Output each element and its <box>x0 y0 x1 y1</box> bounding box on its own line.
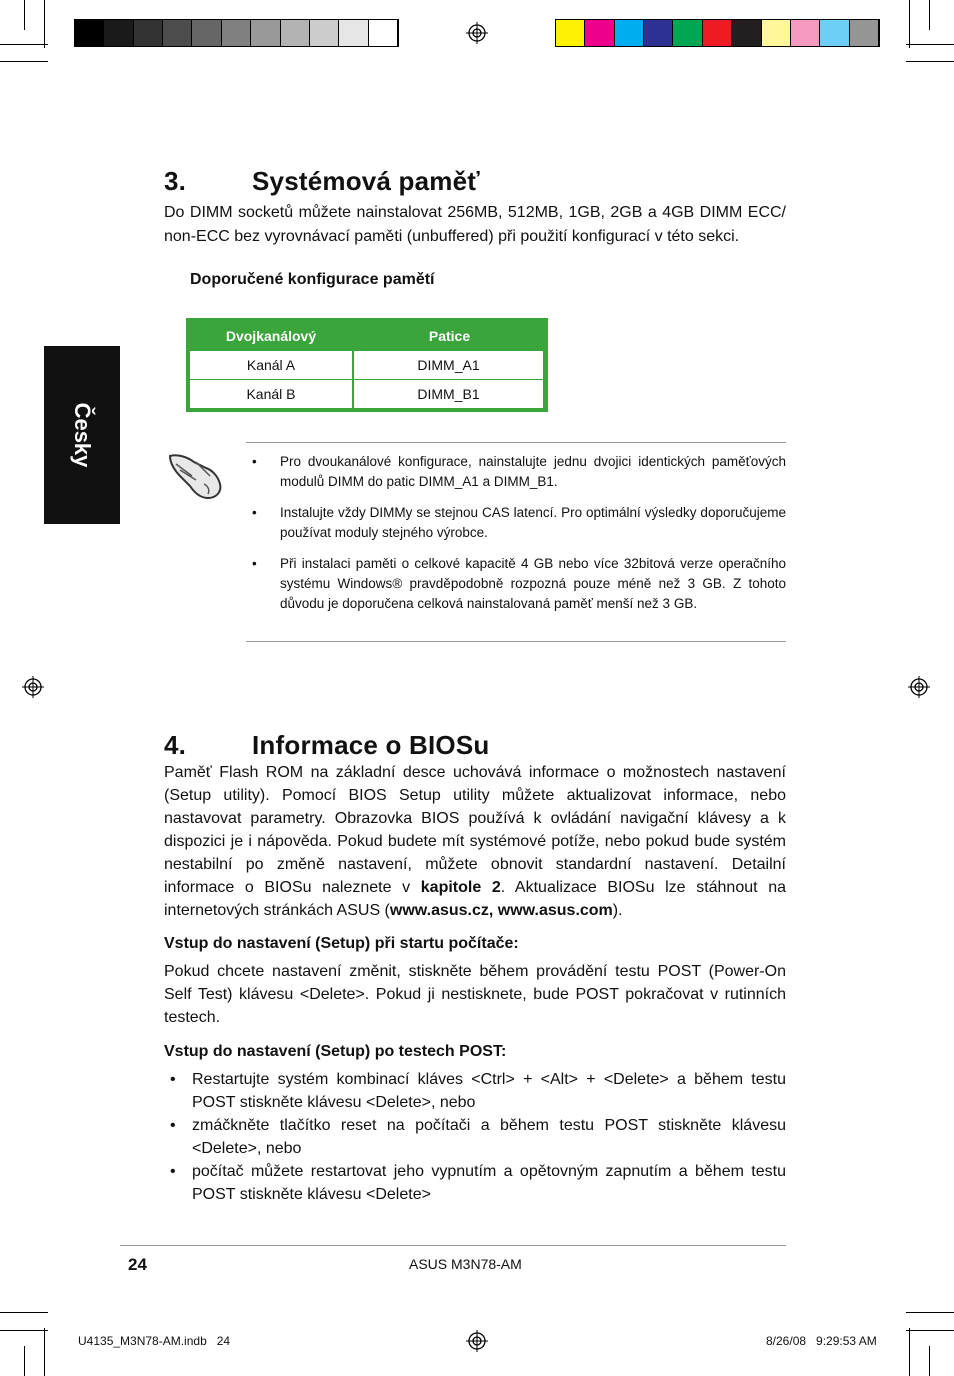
table-caption: Doporučené konfigurace pamětí <box>190 271 435 288</box>
section-number: 4. <box>164 730 187 760</box>
bullet: • <box>252 556 257 571</box>
color-swatch <box>585 20 614 46</box>
color-swatch <box>762 20 791 46</box>
note-item <box>246 452 786 492</box>
color-swatch <box>644 20 673 46</box>
gray-swatch <box>163 20 192 46</box>
page-number: 24 <box>128 1255 147 1274</box>
note-text: Instalujte vždy DIMMy se stejnou CAS latencí. Pro optimální výsledky doporučujeme používat moduly stejného výrobce. <box>280 505 786 540</box>
section-number: 3. <box>164 166 187 196</box>
list-item-text: počítač můžete restartovat jeho vypnutím a opětovným zapnutím a během testu POST stiskněte klávesu <Delete> <box>192 1163 786 1203</box>
table-header-slot: Patice <box>428 327 471 344</box>
asus-website-link[interactable]: www.asus.cz, www.asus.com <box>389 902 613 919</box>
memory-config-table <box>186 318 548 412</box>
registration-mark-icon <box>466 22 488 44</box>
registration-mark-icon <box>22 676 44 698</box>
subsection-heading: Vstup do nastavení (Setup) při startu počítače: <box>164 935 519 952</box>
section-4-heading <box>164 730 489 761</box>
note-text: ® pravděpodobně rozpozná pouze méně než 3 GB. Z tohoto důvodu je doporučena celková nainstalovaná paměť menší než 3 GB. <box>280 576 787 611</box>
color-swatch <box>820 20 849 46</box>
print-slug-file: U4135_M3N78-AM.indb 24 <box>78 1334 231 1348</box>
gray-swatch <box>222 20 251 46</box>
process-color-bar <box>555 19 880 47</box>
list-item <box>164 1114 786 1160</box>
gray-swatch <box>104 20 133 46</box>
color-swatch <box>615 20 644 46</box>
gray-swatch <box>369 20 398 46</box>
color-swatch <box>732 20 761 46</box>
note-box <box>246 442 786 642</box>
note-item <box>246 554 786 614</box>
language-label: Česky <box>70 402 95 468</box>
paragraph-text: . Aktualizace BIOSu lze stáhnout na internetových stránkách ASUS ( <box>164 879 786 919</box>
color-swatch <box>791 20 820 46</box>
bullet: • <box>170 1071 176 1088</box>
language-side-tab <box>44 346 120 524</box>
list-item <box>164 1068 786 1114</box>
table-cell: Kanál A <box>190 351 352 379</box>
list-item-text: zmáčkněte tlačítko reset na počítači a během testu POST stiskněte klávesu <Delete>, nebo <box>192 1117 786 1157</box>
paragraph-text: ). <box>612 902 623 919</box>
bullet: • <box>170 1163 176 1180</box>
color-swatch <box>556 20 585 46</box>
registration-mark-icon <box>908 676 930 698</box>
gray-swatch <box>134 20 163 46</box>
table-cell: DIMM_B1 <box>354 380 543 408</box>
list-item-text: Restartujte systém kombinací kláves <Ctrl> + <Alt> + <Delete> a během testu POST stiskněte klávesu <Delete>, nebo <box>192 1071 786 1111</box>
bullet: • <box>252 454 257 469</box>
print-slug-date: 8/26/08 9:29:53 AM <box>766 1334 877 1348</box>
gray-swatch <box>251 20 280 46</box>
color-swatch <box>850 20 879 46</box>
footer-rule <box>120 1245 786 1246</box>
color-swatch <box>703 20 732 46</box>
section-4-paragraph <box>164 761 786 922</box>
list-item <box>164 1160 786 1206</box>
subsection-heading: Vstup do nastavení (Setup) po testech POST: <box>164 1043 507 1060</box>
section-3-intro: Do DIMM socketů můžete nainstalovat 256MB, 512MB, 1GB, 2GB a 4GB DIMM ECC/ non-ECC bez vyrovnávací paměti (unbuffered) při použití konfigurací v této sekci. <box>164 204 786 245</box>
bullet: • <box>252 505 257 520</box>
product-name: ASUS M3N78-AM <box>409 1256 522 1272</box>
note-item <box>246 503 786 543</box>
gray-swatch <box>192 20 221 46</box>
grayscale-color-bar <box>74 19 399 47</box>
table-cell: DIMM_A1 <box>354 351 543 379</box>
section-title: Informace o BIOSu <box>252 730 490 760</box>
note-text: Při instalaci paměti o celkové kapacitě 4 GB nebo více 32bitová verze operačního systému Windows <box>280 556 786 591</box>
gray-swatch <box>310 20 339 46</box>
section-3-heading <box>164 166 480 197</box>
color-swatch <box>673 20 702 46</box>
gray-swatch <box>339 20 368 46</box>
chapter-link[interactable]: kapitole 2 <box>420 879 501 896</box>
gray-swatch <box>75 20 104 46</box>
hand-note-icon <box>166 446 226 502</box>
paragraph-text: Paměť Flash ROM na základní desce uchovává informace o možnostech nastavení (Setup utility). Pomocí BIOS Setup utility můžete aktualizovat informace, nebo nastavovat parametry. Obrazovka BIOS používá k ovládání navigační klávesy a k dispozici je i nápověda. Pokud budete mít systémové potíže, nebo pokud bude systém nestabilní po změně nastavení, můžete obnovit standardní nastavení. Detailní informace o BIOSu naleznete v <box>164 764 786 896</box>
bullet-list <box>164 1068 786 1206</box>
table-header-channel: Dvojkanálový <box>225 327 317 344</box>
note-text: Pro dvoukanálové konfigurace, nainstalujte jednu dvojici identických paměťových modulů DIMM do patic DIMM_A1 a DIMM_B1. <box>280 454 786 489</box>
section-title: Systémová paměť <box>252 166 480 196</box>
bullet: • <box>170 1117 176 1134</box>
table-cell: Kanál B <box>190 380 352 408</box>
gray-swatch <box>281 20 310 46</box>
subsection-text: Pokud chcete nastavení změnit, stiskněte během provádění testu POST (Power-On Self Test) klávesu <Delete>. Pokud ji nestisknete, bude POST pokračovat v rutinních testech. <box>164 963 786 1026</box>
registration-mark-icon <box>466 1330 488 1352</box>
